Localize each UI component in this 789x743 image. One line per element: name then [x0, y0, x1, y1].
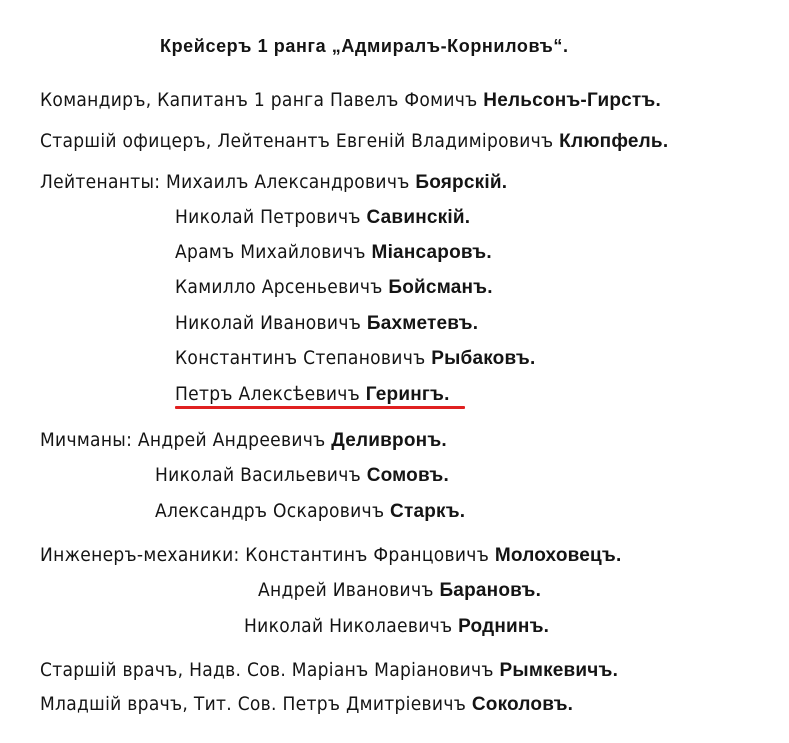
- entry-surname: Деливронъ.: [331, 430, 447, 451]
- entry-rank-name: Командиръ, Капитанъ 1 ранга Павелъ Фомичъ: [40, 89, 484, 111]
- entry-rank-name: Старшій врачъ, Надв. Сов. Маріанъ Маріановичъ: [40, 659, 500, 681]
- entry-surname: Міансаровъ.: [371, 242, 492, 263]
- entry-surname: Рымкевичъ.: [499, 660, 619, 681]
- entry-surname: Нельсонъ-Гирстъ.: [483, 90, 661, 111]
- crew-entry-engineer: [40, 543, 621, 568]
- entry-rank-name: Младшій врачъ, Тит. Сов. Петръ Дмитріевичъ: [40, 693, 472, 715]
- crew-entry-midshipman: [155, 499, 465, 524]
- entry-surname: Бахметевъ.: [366, 313, 479, 334]
- crew-entry-lieutenant: [175, 205, 470, 230]
- crew-entry-junior-doctor: [40, 692, 573, 717]
- crew-entry-senior-doctor: [40, 658, 618, 683]
- entry-rank-name: Николай Ивановичъ: [175, 312, 367, 334]
- entry-rank-name: Арамъ Михайловичъ: [175, 241, 372, 263]
- entry-rank-name: Андрей Ивановичъ: [258, 579, 440, 601]
- highlight-underline: [175, 406, 465, 409]
- crew-entry-lieutenant: [175, 240, 492, 265]
- entry-rank-name: Николай Петровичъ: [175, 206, 367, 228]
- crew-entry-commander: [40, 88, 661, 113]
- crew-entry-engineer: [244, 614, 549, 639]
- entry-surname: Герингъ.: [365, 384, 450, 405]
- entry-rank-name: Николай Николаевичъ: [244, 615, 459, 637]
- crew-entry-midshipman: [155, 463, 449, 488]
- entry-surname: Соколовъ.: [471, 694, 574, 715]
- entry-rank-name: Николай Васильевичъ: [155, 464, 367, 486]
- crew-entry-engineer: [258, 578, 541, 603]
- crew-entry-lieutenant: [40, 170, 507, 195]
- entry-rank-name: Александръ Оскаровичъ: [155, 500, 391, 522]
- entry-rank-name: Константинъ Степановичъ: [175, 347, 432, 369]
- entry-rank-name: Лейтенанты: Михаилъ Александровичъ: [40, 171, 416, 193]
- entry-rank-name: Старшій офицеръ, Лейтенантъ Евгеній Владиміровичъ: [40, 130, 560, 152]
- crew-entry-midshipman: [40, 428, 447, 453]
- entry-surname: Бойсманъ.: [388, 277, 493, 298]
- entry-surname: Молоховецъ.: [494, 545, 622, 566]
- entry-surname: Боярскій.: [415, 172, 508, 193]
- entry-rank-name: Петръ Алексѣевичъ: [175, 383, 366, 405]
- crew-entry-lieutenant: [175, 346, 535, 371]
- crew-entry-lieutenant-highlighted: [175, 382, 450, 407]
- entry-surname: Савинскій.: [366, 207, 471, 228]
- crew-entry-senior-officer: [40, 129, 668, 154]
- crew-entry-lieutenant: [175, 275, 493, 300]
- entry-surname: Барановъ.: [439, 580, 542, 601]
- entry-surname: Старкъ.: [390, 501, 466, 522]
- entry-rank-name: Мичманы: Андрей Андреевичъ: [40, 429, 332, 451]
- page-title: Крейсеръ 1 ранга „Адмиралъ-Корниловъ“.: [160, 36, 569, 56]
- entry-surname: Клюпфель.: [559, 131, 669, 152]
- entry-rank-name: Инженеръ-механики: Константинъ Францовичъ: [40, 544, 495, 566]
- entry-rank-name: Камилло Арсеньевичъ: [175, 276, 389, 298]
- entry-surname: Сомовъ.: [366, 465, 449, 486]
- crew-entry-lieutenant: [175, 311, 478, 336]
- entry-surname: Роднинъ.: [458, 616, 550, 637]
- entry-surname: Рыбаковъ.: [431, 348, 536, 369]
